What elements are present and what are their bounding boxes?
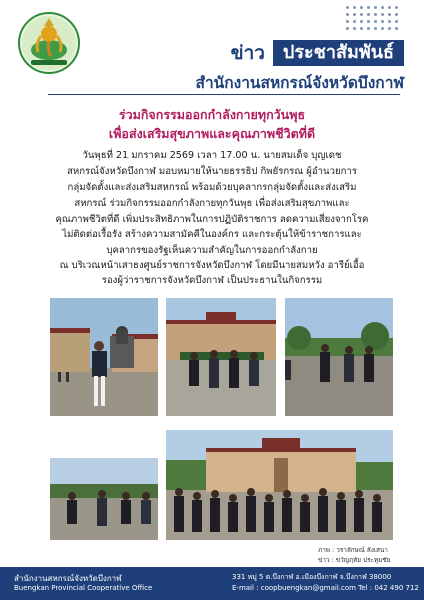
decorative-dot [374, 20, 377, 23]
office-subtitle: สำนักงานสหกรณ์จังหวัดบึงกาฬ [195, 74, 404, 92]
decorative-dot [381, 27, 384, 30]
title-news-label: ข่าว [230, 42, 265, 64]
body-line: บุคลากรของรัฐเห็นความสำคัญในการออกกำลังกาย [106, 245, 318, 256]
decorative-dot [353, 20, 356, 23]
decorative-dot [360, 20, 363, 23]
activity-photo-group-building [166, 298, 276, 416]
decorative-dot [395, 13, 398, 16]
decorative-dot [367, 20, 370, 23]
decorative-dot [395, 20, 398, 23]
decorative-dot [346, 20, 349, 23]
decorative-dot [374, 13, 377, 16]
ganesha-cooperative-logo-icon [18, 12, 80, 74]
footer-address: 331 หมู่ 5 ต.บึงกาฬ อ.เมืองบึงกาฬ จ.บึงกาฬ 38000 [232, 573, 392, 581]
photo-credit: ภาพ : วราลักษณ์ ลังเสนา [318, 546, 388, 554]
activity-photo-park-group [285, 298, 393, 416]
decorative-dot [353, 27, 356, 30]
decorative-dot [388, 27, 391, 30]
decorative-dot [381, 20, 384, 23]
footer-org-th: สำนักงานสหกรณ์จังหวัดบึงกาฬ [14, 574, 122, 583]
text-credit: ข่าว : ขวัญฤทัย ประทุมชัย [318, 556, 391, 564]
activity-photo-large-group [166, 430, 393, 540]
title-pr-label: ประชาสัมพันธ์ [273, 40, 404, 66]
footer-bar [0, 567, 424, 600]
decorative-dot [353, 6, 356, 9]
decorative-dot [360, 27, 363, 30]
decorative-dot [374, 6, 377, 9]
body-line: คุณภาพชีวิตที่ดี เพิ่มประสิทธิภาพในการปฏิบัติราชการ ลดความเสี่ยงจากโรค [55, 214, 369, 225]
divider [48, 94, 400, 95]
body-line: รองผู้ว่าราชการจังหวัดบึงกาฬ เป็นประธานในกิจกรรม [101, 275, 323, 286]
body-line: ณ บริเวณหน้าเสาธงศูนย์ราชการจังหวัดบึงกาฬ โดยมีนายสมหวัง อารีย์เอื้อ [59, 260, 365, 271]
headline-line-1: ร่วมกิจกรรมออกกำลังกายทุกวันพุธ [118, 107, 306, 122]
decorative-dot [353, 13, 356, 16]
decorative-dot [346, 27, 349, 30]
activity-photo-statue [50, 298, 158, 416]
decorative-dot [374, 27, 377, 30]
decorative-dot [346, 6, 349, 9]
decorative-dot [360, 13, 363, 16]
footer-contact: E-mail : coopbuengkan@gmail.com Tel : 042 490 712 [232, 584, 419, 592]
decorative-dot [388, 20, 391, 23]
decorative-dot [388, 6, 391, 9]
body-line: กลุ่มจัดตั้งและส่งเสริมสหกรณ์ พร้อมด้วยบุคลากรกลุ่มจัดตั้งและส่งเสริม [67, 182, 357, 193]
decorative-dot [381, 6, 384, 9]
decorative-dot-grid [346, 6, 402, 32]
body-line: สหกรณ์จังหวัดบึงกาฬ มอบหมายให้นายธรรธิป กิพยัรกรณ ผู้อำนวยการ [67, 166, 357, 177]
footer-org-en: Buengkan Provincial Cooperative Office [14, 584, 153, 592]
decorative-dot [395, 27, 398, 30]
headline-line-2: เพื่อส่งเสริมสุขภาพและคุณภาพชีวิตที่ดี [108, 126, 316, 141]
decorative-dot [367, 6, 370, 9]
decorative-dot [367, 27, 370, 30]
decorative-dot [346, 13, 349, 16]
body-line: วันพุธที่ 21 มกราคม 2569 เวลา 17.00 น. นายสมเด็จ บุญเดช [82, 150, 342, 161]
body-line: ไม่ติดต่อเรื้อรัง สร้างความสามัคคีในองค์กร และกระตุ้นให้ข้าราชการและ [62, 229, 362, 240]
decorative-dot [367, 13, 370, 16]
decorative-dot [395, 6, 398, 9]
decorative-dot [381, 13, 384, 16]
body-line: สหกรณ์ ร่วมกิจกรรมออกกำลังกายทุกวันพุธ เพื่อส่งเสริมสุขภาพและ [74, 198, 350, 209]
decorative-dot [360, 6, 363, 9]
decorative-dot [388, 13, 391, 16]
page-title [231, 40, 404, 66]
activity-photo-small-group [50, 458, 158, 540]
